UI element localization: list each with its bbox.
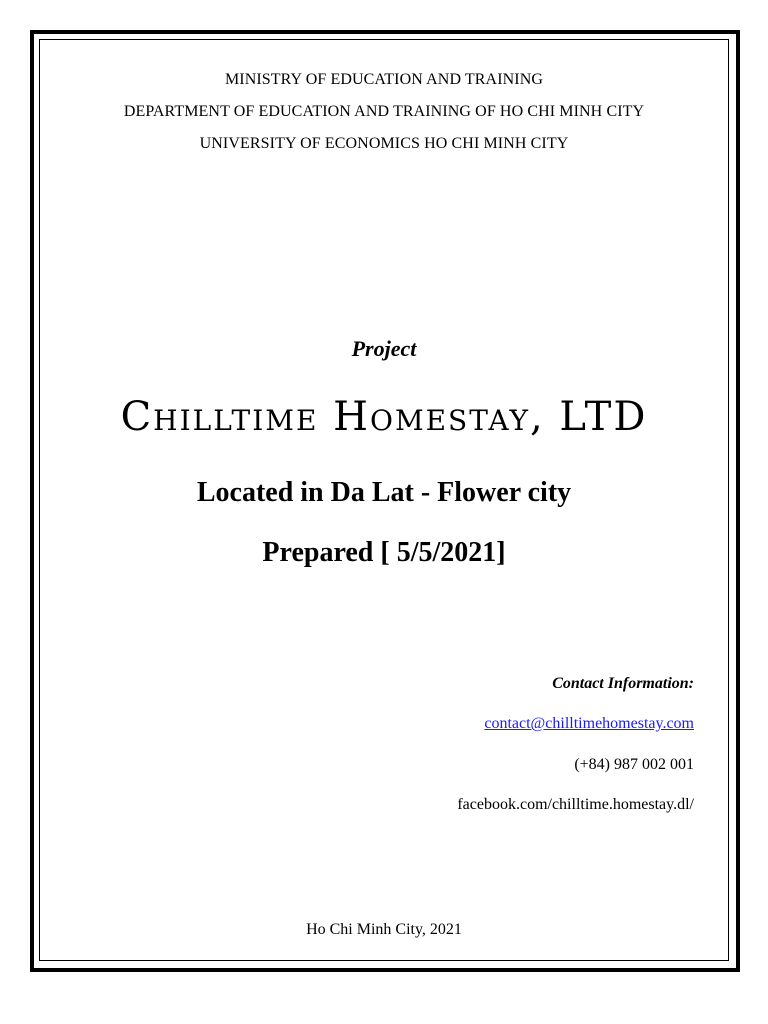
university-heading: UNIVERSITY OF ECONOMICS HO CHI MINH CITY <box>199 135 569 152</box>
prepared-date: Prepared [ 5/5/2021] <box>262 537 506 568</box>
contact-facebook: facebook.com/chilltime.homestay.dl/ <box>457 796 694 813</box>
location-subtitle: Located in Da Lat - Flower city <box>196 477 572 508</box>
ministry-heading: MINISTRY OF EDUCATION AND TRAINING <box>224 71 544 88</box>
contact-email-link[interactable]: contact@chilltimehomestay.com <box>484 715 694 732</box>
department-heading: DEPARTMENT OF EDUCATION AND TRAINING OF HO CHI MINH CITY <box>123 103 645 120</box>
project-label: Project <box>351 336 417 361</box>
footer-place-year: Ho Chi Minh City, 2021 <box>306 921 462 938</box>
company-name: Chilltime Homestay, LTD <box>120 394 648 440</box>
contact-phone: (+84) 987 002 001 <box>574 756 694 773</box>
contact-title: Contact Information: <box>552 675 694 692</box>
